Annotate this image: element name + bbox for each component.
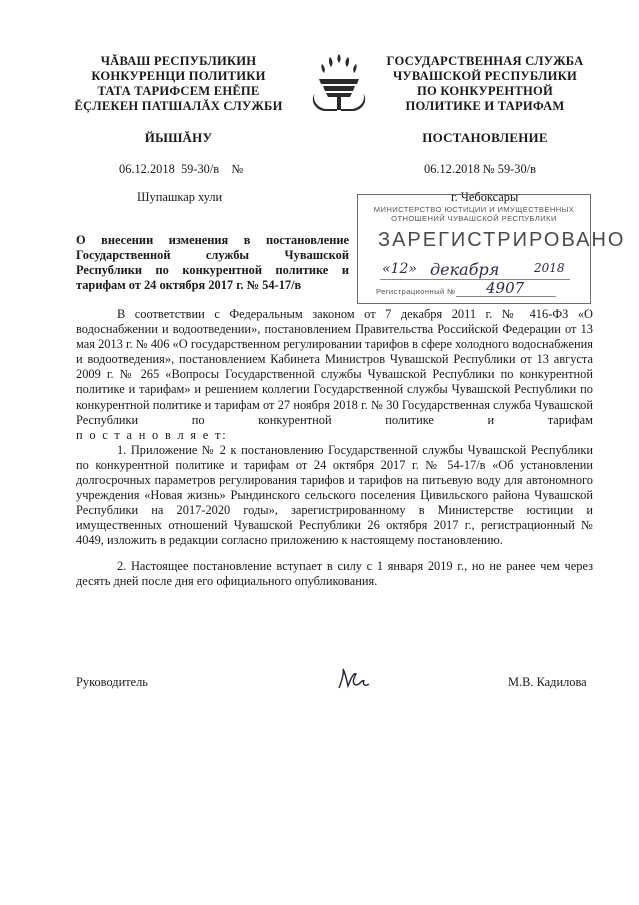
stamp-ministry-line: МИНИСТЕРСТВО ЮСТИЦИИ И ИМУЩЕСТВЕННЫХ [373,205,575,214]
stamp-reg-underline [456,296,556,297]
stamp-ministry-line: ОТНОШЕНИЙ ЧУВАШСКОЙ РЕСПУБЛИКИ [391,214,557,223]
doc-type-chuvash: ЙЫШĂНУ [144,130,213,145]
stamp-reg-number: 4907 [486,279,525,297]
org-line: ПО КОНКУРЕНТНОЙ [417,84,553,98]
body-item-1: 1. Приложение № 2 к постановлению Государственной службы Чувашской Республики по конкурентной политике и тарифам от 24 октября 2017 г. № 54-17/в «Об установлении долгосрочных параметров регулирования тарифов и тарифов на питьевую воду для автономного учреждения «Новая жизнь» Рындинского сельского поселения Цивильского района Чувашской Республики на 2017-2020 годы», зарегистрированному в Министерстве юстиции и имущественных отношений Чувашской Республики 26 октября 2017 г., регистрационный № 4049, изложить в редакции согласно приложению к настоящему постановлению. [76,442,593,548]
stamp-date-month: декабря [430,260,500,279]
org-line: ТАТА ТАРИФСЕМ ЕНĔПЕ [97,84,260,98]
document-body [76,307,593,589]
stamp-registered: ЗАРЕГИСТРИРОВАНО [378,229,626,251]
org-name-russian [385,54,585,114]
chuvash-coat-of-arms-icon [307,53,371,115]
doc-number-left: 06.12.2018 59-30/в № [119,162,244,176]
place-russian: г. Чебоксары [451,190,519,204]
document-title: О внесении изменения в постановление Государственной службы Чувашской Республики по конкурентной политике и тарифам от 24 октября 2017 г. № 54-17/в [76,233,349,292]
body-intro: В соответствии с Федеральным законом от 7 декабря 2011 г. № 416-ФЗ «О водоснабжении и водоотведении», постановлением Правительства Российской Федерации от 13 мая 2013 г. № 406 «О государственном регулировании тарифов в сфере холодного водоснабжения и водоотведения», постановлением Кабинета Министров Чувашской Республики от 13 августа 2009 г. № 265 «Вопросы Государственной службы Чувашской Республики по конкурентной политике и тарифам» и решением коллегии Государственной службы Чувашской Республики по конкурентной политике и тарифам от 27 ноября 2018 г. № 30 Государственная служба Чувашской Республики по конкурентной политике и тарифам [76,307,593,427]
org-line: ЧĂВАШ РЕСПУБЛИКИН [100,54,257,68]
org-line: КОНКУРЕНЦИ ПОЛИТИКИ [91,69,266,83]
stamp-date-day: «12» [382,261,417,277]
org-line: ГОСУДАРСТВЕННАЯ СЛУЖБА [386,54,584,68]
signature-name: М.В. Кадилова [508,675,587,689]
handwritten-signature [336,666,372,694]
body-item-2: 2. Настоящее постановление вступает в силу с 1 января 2019 г., но не ранее чем через десять дней после дня его официального опубликования. [76,558,593,588]
org-line: ĔÇЛЕКЕН ПАТШАЛĂХ СЛУЖБИ [74,99,283,113]
stamp-date-underline [380,279,570,280]
org-line: ПОЛИТИКЕ И ТАРИФАМ [405,99,565,113]
signature-position: Руководитель [76,675,148,689]
stamp-date-year: 2018 [534,261,565,275]
org-line: ЧУВАШСКОЙ РЕСПУБЛИКИ [392,69,577,83]
body-decree: п о с т а н о в л я е т: [76,427,228,442]
doc-type-russian: ПОСТАНОВЛЕНИЕ [422,130,548,145]
org-name-chuvash [66,54,291,114]
stamp-reg-label: Регистрационный № [376,287,456,296]
registration-stamp [357,194,626,304]
doc-number-right: 06.12.2018 № 59-30/в [424,162,536,176]
place-chuvash: Шупашкар хули [137,190,223,204]
